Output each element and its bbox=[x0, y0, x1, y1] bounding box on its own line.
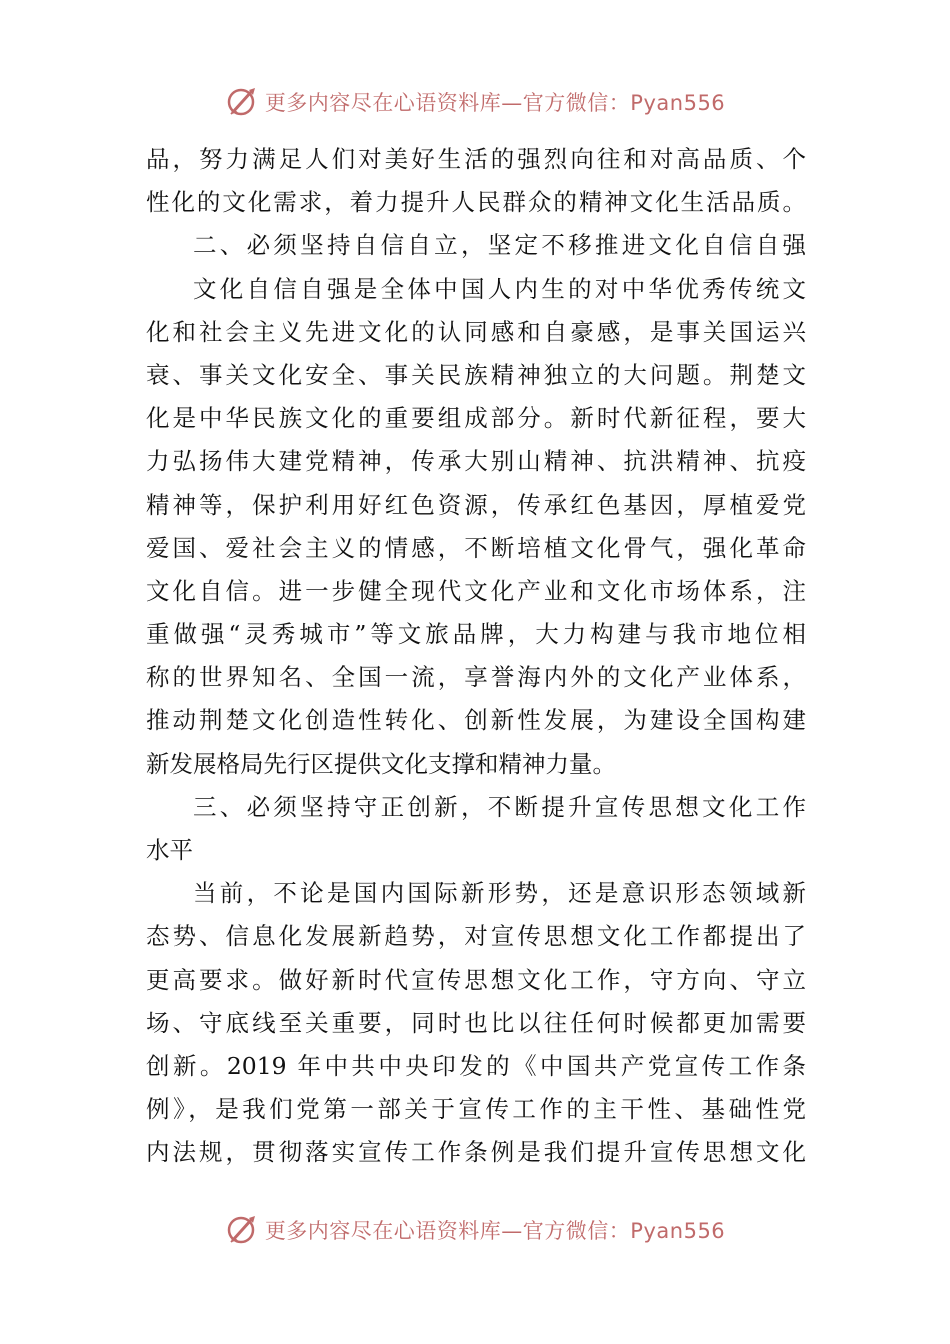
section-heading: 二、必须坚持自信自立，坚定不移推进文化自信自强 bbox=[193, 231, 806, 260]
watermark-text: 更多内容尽在心语资料库—官方微信：Pyan556 bbox=[264, 91, 726, 115]
text-line: 内法规，贯彻落实宣传工作条例是我们提升宣传思想文化 bbox=[146, 1138, 806, 1167]
text-line: 推动荆楚文化创造性转化、创新性发展，为建设全国构建 bbox=[146, 706, 806, 735]
pen-logo-icon bbox=[225, 85, 259, 119]
text-line: 精神等，保护利用好红色资源，传承红色基因，厚植爱党 bbox=[146, 490, 806, 519]
text-line: 新发展格局先行区提供文化支撑和精神力量。 bbox=[146, 749, 616, 778]
text-line: 化和社会主义先进文化的认同感和自豪感，是事关国运兴 bbox=[146, 317, 806, 346]
text-line: 创新。2019 年中共中央印发的《中国共产党宣传工作条 bbox=[146, 1051, 806, 1080]
text-line: 称的世界知名、全国一流，享誉海内外的文化产业体系， bbox=[146, 663, 806, 692]
text-line: 文化自信。进一步健全现代文化产业和文化市场体系，注 bbox=[146, 576, 806, 605]
section-heading: 三、必须坚持守正创新，不断提升宣传思想文化工作 bbox=[193, 792, 806, 821]
text-line: 文化自信自强是全体中国人内生的对中华优秀传统文 bbox=[193, 274, 806, 303]
watermark-text: 更多内容尽在心语资料库—官方微信：Pyan556 bbox=[264, 1219, 726, 1243]
text-line: 例》，是我们党第一部关于宣传工作的主干性、基础性党 bbox=[146, 1095, 806, 1124]
text-line: 态势、信息化发展新趋势，对宣传思想文化工作都提出了 bbox=[146, 922, 806, 951]
pen-logo-icon bbox=[225, 1213, 259, 1247]
text-line: 品，努力满足人们对美好生活的强烈向往和对高品质、个 bbox=[146, 145, 806, 173]
text-line: 爱国、爱社会主义的情感，不断培植文化骨气，强化革命 bbox=[146, 533, 806, 562]
text-line: 性化的文化需求，着力提升人民群众的精神文化生活品质。 bbox=[146, 188, 806, 217]
text-line: 重做强“灵秀城市”等文旅品牌，大力构建与我市地位相 bbox=[146, 620, 806, 649]
text-line: 当前，不论是国内国际新形势，还是意识形态领域新 bbox=[193, 879, 806, 908]
document-body bbox=[146, 138, 806, 1175]
section-heading-continued: 水平 bbox=[146, 836, 193, 864]
text-line: 化是中华民族文化的重要组成部分。新时代新征程，要大 bbox=[146, 404, 806, 433]
header-watermark bbox=[0, 80, 950, 124]
text-line: 衰、事关文化安全、事关民族精神独立的大问题。荆楚文 bbox=[146, 360, 806, 389]
text-line: 场、守底线至关重要，同时也比以往任何时候都更加需要 bbox=[146, 1008, 806, 1037]
text-line: 力弘扬伟大建党精神，传承大别山精神、抗洪精神、抗疫 bbox=[146, 447, 806, 476]
text-line: 更高要求。做好新时代宣传思想文化工作，守方向、守立 bbox=[146, 965, 806, 994]
footer-watermark bbox=[0, 1208, 950, 1252]
